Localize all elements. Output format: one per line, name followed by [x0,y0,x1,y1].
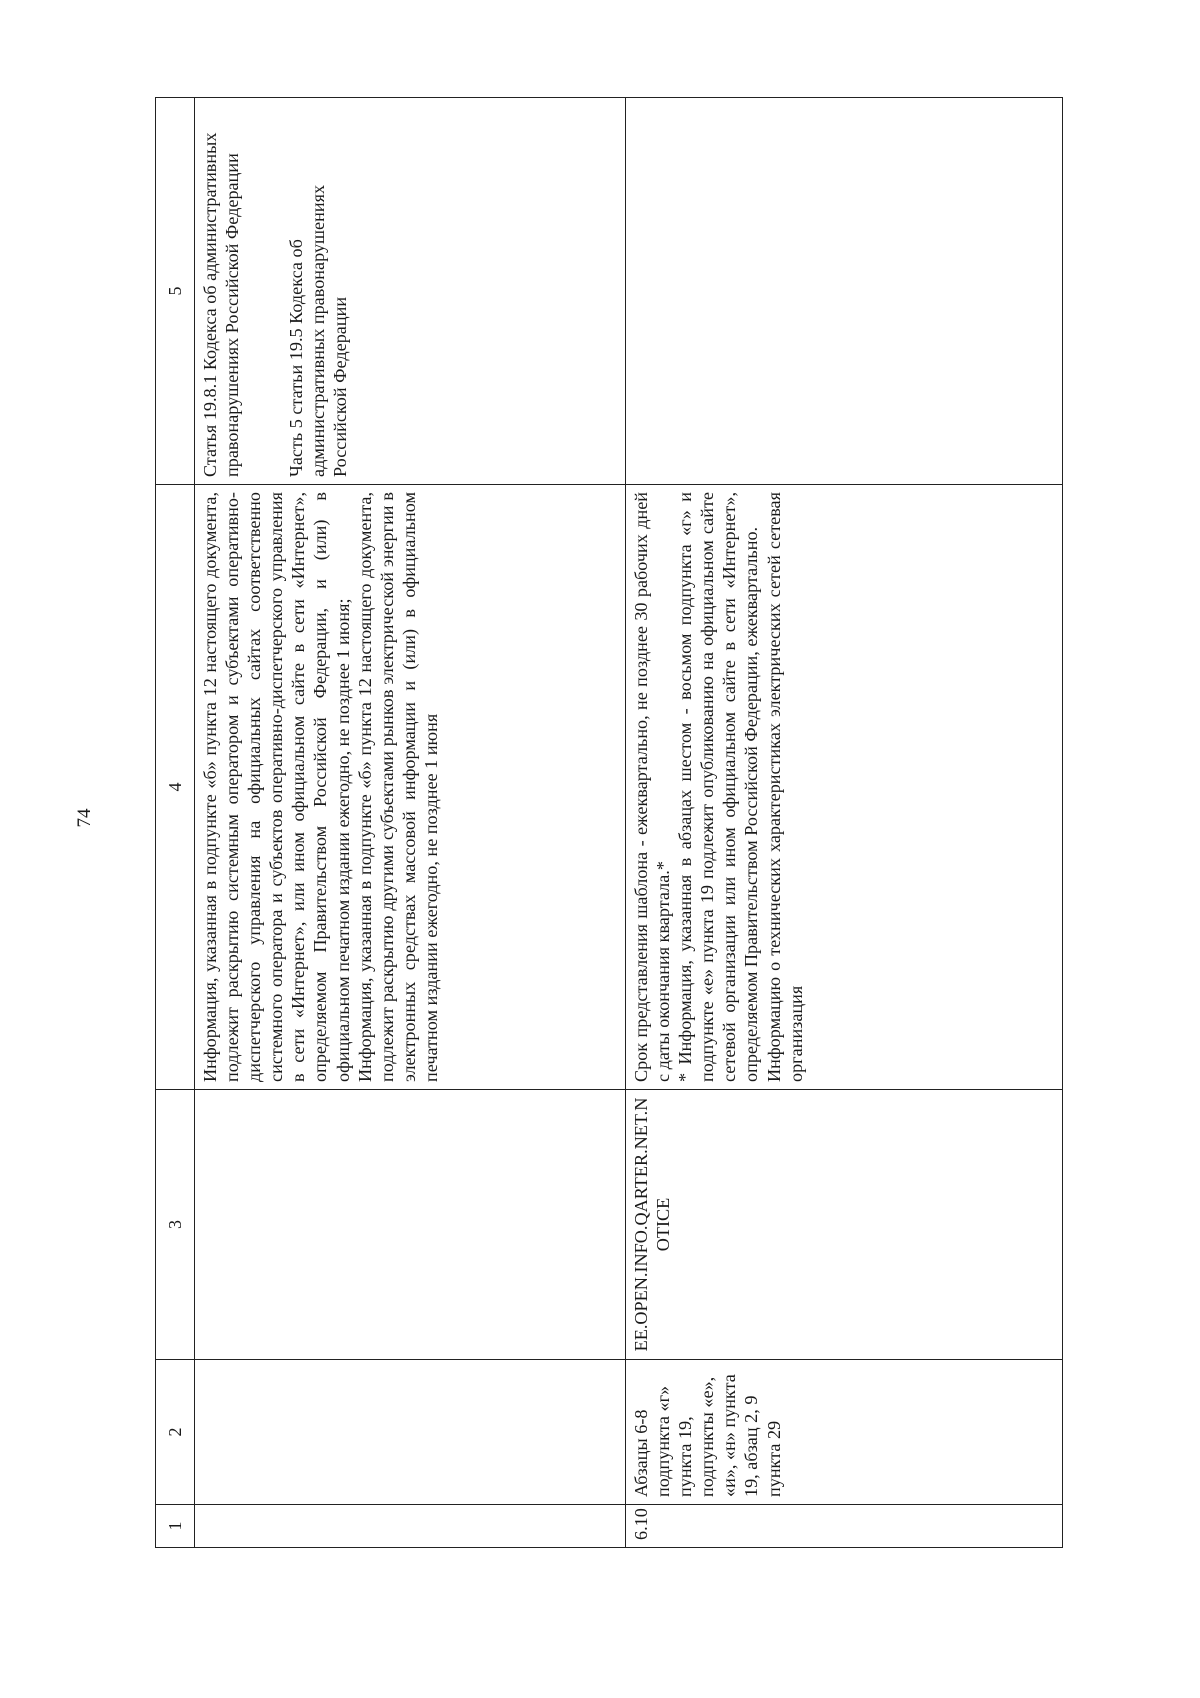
spacer [243,105,285,477]
row2-col5 [626,98,1063,485]
row2-col4-paragraph-3: Информацию о технических характеристиках электрических сетей сетевая организация [763,492,806,1082]
table-row [626,98,1063,1548]
header-col-3: 3 [156,1090,195,1360]
rotated-table-wrapper [155,98,1063,1548]
page-number: 74 [74,808,95,828]
header-col-1: 1 [156,1505,195,1548]
row1-col5-paragraph-2: Часть 5 статьи 19.5 Кодекса об административных правонарушениях Российской Федерации [286,184,351,477]
row2-col1: 6.10 [626,1505,1063,1548]
row1-col4 [195,485,626,1090]
row1-col4-paragraph-1: Информация, указанная в подпункте «б» пункта 12 настоящего документа, подлежит раскрытию системным оператором и субъектами оперативно-диспетчерского управления на официальных сайтах соответственно системного оператора и субъектов оперативно-диспетчерского управления в сети «Интернет», или ином официальном сайте в сети «Интернет», определяемом Правительством Российской Федерации, и (или) в официальном печатном издании ежегодно, не позднее 1 июня; [200,492,353,1082]
table-row [195,98,626,1548]
header-col-5: 5 [156,98,195,485]
table-header-row [156,98,195,1548]
disclosure-table [155,97,1063,1548]
header-col-4: 4 [156,485,195,1090]
row2-col4-paragraph-2: * Информация, указанная в абзацах шестом - восьмом подпункта «г» и подпункте «е» пункта 19 подлежит опубликованию на официальном сайте сетевой организации или ином официальном сайте в сети «Интернет», определяемом Правительством Российской Федерации, ежеквартально. [675,492,762,1082]
row2-col4 [626,485,1063,1090]
row2-col4-paragraph-1: Срок представления шаблона - ежеквартально, не позднее 30 рабочих дней с даты окончания квартала.* [631,492,674,1082]
row1-col2 [195,1360,626,1505]
row1-col4-paragraph-2: Информация, указанная в подпункте «б» пункта 12 настоящего документа, подлежит раскрытию другими субъектами рынков электрической энергии в электронных средствах массовой информации и (или) в официальном печатном издании ежегодно, не позднее 1 июня [354,492,441,1082]
row1-col5-paragraph-1: Статья 19.8.1 Кодекса об административных правонарушениях Российской Федерации [200,132,243,477]
row2-col2: Абзацы 6-8 подпункта «г» пункта 19, подпункты «е», «и», «н» пункта 19, абзац 2, 9 пункта 29 [626,1360,1063,1505]
row1-col5 [195,98,626,485]
row2-col3: EE.OPEN.INFO.QARTER.NET.NOTICE [626,1090,1063,1360]
header-col-2: 2 [156,1360,195,1505]
row1-col1 [195,1505,626,1548]
row1-col3 [195,1090,626,1360]
